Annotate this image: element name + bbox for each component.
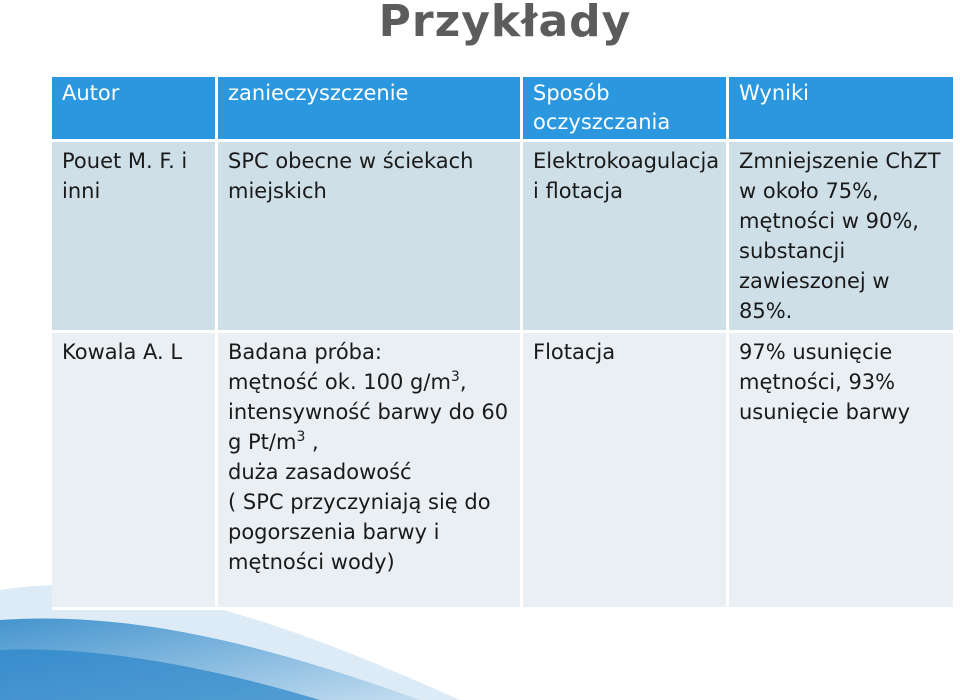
cell-author: Pouet M. F. i inni: [52, 142, 218, 333]
table-row: [52, 142, 956, 333]
header-author: Autor: [52, 77, 218, 142]
pollution-line: Badana próba:: [228, 340, 382, 364]
superscript: 3: [296, 429, 306, 445]
cell-results: 97% usunięcie mętności, 93% usunięcie barwy: [729, 333, 956, 610]
header-results: Wyniki: [729, 77, 956, 142]
table-row: [52, 333, 956, 610]
cell-results: Zmniejszenie ChZT w około 75%, mętności w 90%, substancji zawieszonej w 85%.: [729, 142, 956, 333]
pollution-line: intensywność barwy do 60 g Pt/m: [228, 400, 509, 454]
header-method: Sposób oczyszczania: [523, 77, 729, 142]
cell-method: Flotacja: [523, 333, 729, 610]
pollution-line: ( SPC przyczyniają się do pogorszenia barwy i mętności wody): [228, 490, 491, 574]
pollution-line: ,: [305, 430, 319, 454]
pollution-line: mętność ok. 100 g/m: [228, 370, 451, 394]
table-header-row: [52, 77, 956, 142]
pollution-line: ,: [459, 370, 467, 394]
pollution-line: duża zasadowość: [228, 460, 412, 484]
cell-author: Kowala A. L: [52, 333, 218, 610]
cell-pollution: SPC obecne w ściekach miejskich: [218, 142, 523, 333]
examples-table: [52, 77, 956, 610]
cell-pollution: [218, 333, 523, 610]
header-pollution: zanieczyszczenie: [218, 77, 523, 142]
page-title: Przykłady: [378, 0, 632, 47]
cell-method: Elektrokoagulacja i flotacja: [523, 142, 729, 333]
superscript: 3: [450, 369, 460, 385]
